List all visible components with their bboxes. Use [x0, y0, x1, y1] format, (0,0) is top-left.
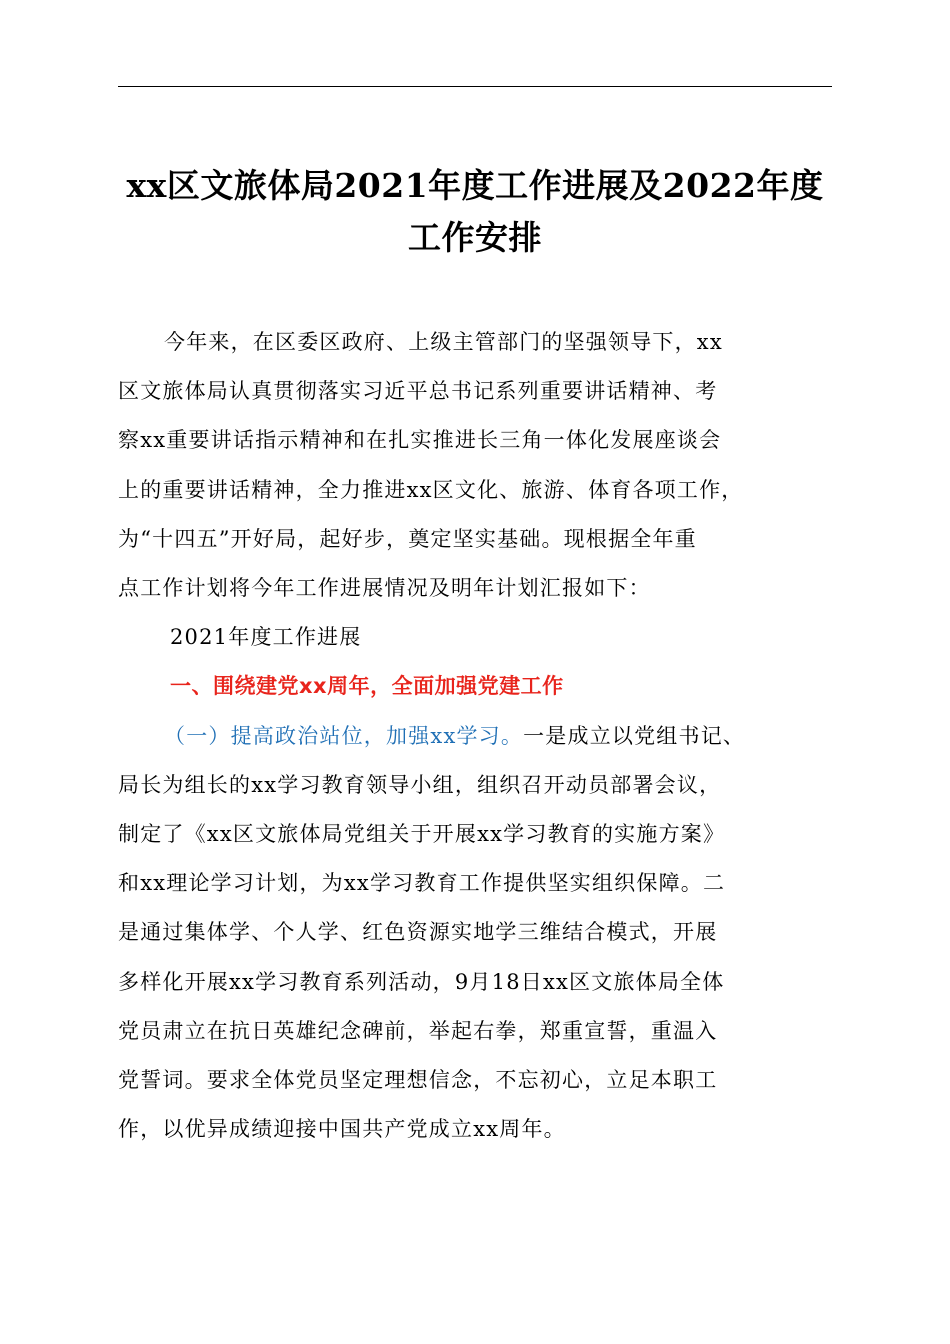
header-rule — [118, 86, 832, 87]
subsection-first-line — [118, 712, 834, 761]
title-line-1: xx区文旅体局2021年度工作进展及2022年度 — [126, 166, 824, 205]
subsection-line: 局长为组长的xx学习教育领导小组，组织召开动员部署会议， — [118, 772, 722, 797]
heading-1-paragraph — [118, 662, 834, 711]
intro-line: 为“十四五”开好局，起好步，奠定坚实基础。现根据全年重 — [118, 526, 697, 551]
intro-line: 点工作计划将今年工作进展情况及明年计划汇报如下： — [118, 576, 651, 601]
intro-paragraph — [118, 318, 834, 613]
subsection-line: 党誓词。要求全体党员坚定理想信念，不忘初心，立足本职工 — [118, 1068, 718, 1093]
subsection-line: 和xx理论学习计划，为xx学习教育工作提供坚实组织保障。二 — [118, 871, 726, 896]
intro-line: 察xx重要讲话指示精神和在扎实推进长三角一体化发展座谈会 — [118, 428, 722, 453]
subsection-line: 党员肃立在抗日英雄纪念碑前，举起右拳，郑重宣誓，重温入 — [118, 1018, 718, 1043]
intro-line: 区文旅体局认真贯彻落实习近平总书记系列重要讲话精神、考 — [118, 379, 718, 404]
subsection-line: 作，以优异成绩迎接中国共产党成立xx周年。 — [118, 1117, 566, 1142]
subsection-line: 是通过集体学、个人学、红色资源实地学三维结合模式，开展 — [118, 920, 718, 945]
subsection-first-line-text: 一是成立以党组书记、 — [523, 723, 746, 748]
document-title — [110, 160, 840, 264]
section-label-paragraph — [118, 613, 834, 662]
section-label: 2021年度工作进展 — [170, 625, 362, 650]
intro-line: 今年来，在区委区政府、上级主管部门的坚强领导下，xx — [164, 330, 723, 354]
title-line-2: 工作安排 — [408, 218, 542, 257]
subsection-line: 多样化开展xx学习教育系列活动，9月18日xx区文旅体局全体 — [118, 969, 725, 994]
subsection-heading: （一）提高政治站位，加强xx学习。 — [164, 723, 524, 748]
section-heading-1: 一、围绕建党xx周年，全面加强党建工作 — [170, 674, 564, 699]
subsection-paragraph — [118, 712, 834, 1155]
document-body — [118, 318, 834, 1154]
intro-line: 上的重要讲话精神，全力推进xx区文化、旅游、体育各项工作， — [118, 477, 744, 502]
subsection-line: 制定了《xx区文旅体局党组关于开展xx学习教育的实施方案》 — [118, 822, 726, 847]
